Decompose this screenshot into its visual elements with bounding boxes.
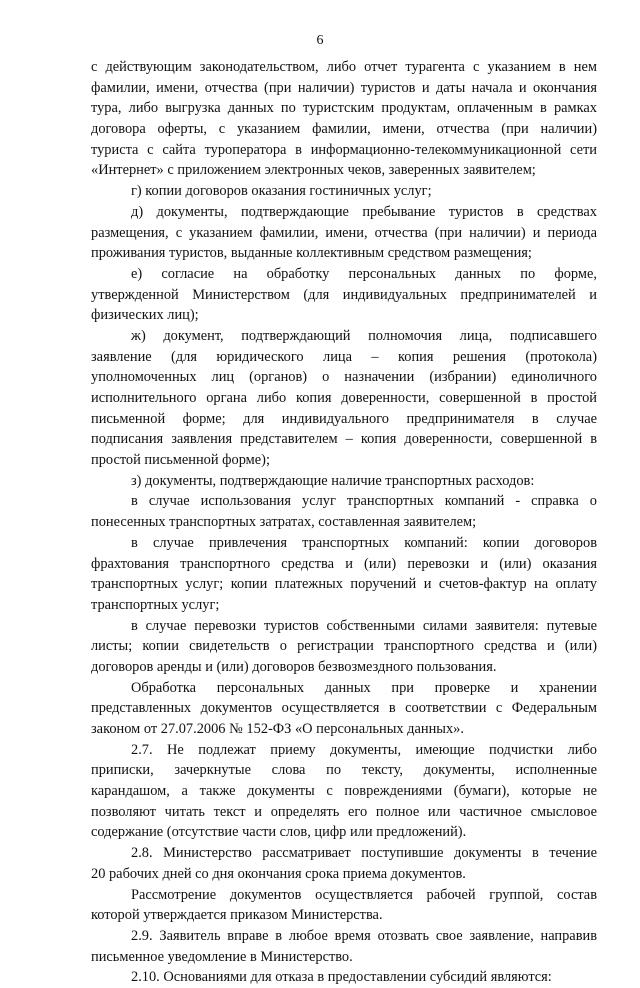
- text-line: з) документы, подтверждающие наличие транспортных расходов:: [131, 472, 535, 489]
- text-line: ж) документ, подтверждающий полномочия лица, подписавшего: [131, 327, 597, 344]
- text-line: в случае привлечения транспортных компаний: копии договоров: [131, 534, 597, 551]
- text-line: с действующим законодательством, либо отчет турагента с указанием в нем: [91, 59, 597, 75]
- text-line: уполномоченных лиц (органов) о назначении (избрании) единоличного: [91, 369, 597, 386]
- text-line: утвержденной Министерством (для индивидуальных предпринимателей и: [91, 286, 597, 303]
- text-line: карандашом, а также документы с повреждениями (бумаги), которые не: [91, 783, 597, 800]
- text-line: договора оферты, с указанием фамилии, имени, отчества (при наличии): [91, 121, 597, 138]
- text-line: г) копии договоров оказания гостиничных услуг;: [131, 183, 432, 200]
- text-line: 2.8. Министерство рассматривает поступившие документы в течение: [131, 845, 597, 862]
- text-line: туриста с сайта туроператора в информационно-телекоммуникационной сети: [91, 141, 597, 158]
- text-line: приписки, зачеркнутые слова по тексту, документы, исполненные: [91, 762, 597, 779]
- page-number: 6: [316, 33, 324, 48]
- text-line: физических лиц);: [91, 307, 199, 324]
- text-line: фрахтования транспортного средства и (или) перевозки и (или) оказания: [91, 555, 597, 572]
- text-line: «Интернет» с приложением электронных чеков, заверенных заявителем;: [91, 162, 536, 179]
- text-line: позволяют читать текст и определять его полное или частичное смысловое: [91, 803, 597, 820]
- document-body: [91, 57, 597, 988]
- text-line: подписания заявления представителем – копия доверенности, совершенной в: [91, 431, 597, 448]
- text-line: простой письменной форме);: [91, 452, 270, 469]
- text-line: транспортных услуг;: [91, 596, 220, 613]
- text-line: представленных документов осуществляется в соответствии с Федеральным: [91, 700, 597, 717]
- text-line: листы; копии свидетельств о регистрации транспортного средства и (или): [91, 638, 597, 655]
- text-line: которой утверждается приказом Министерства.: [91, 907, 383, 924]
- text-line: проживания туристов, выданные коллективным средством размещения;: [91, 245, 532, 262]
- text-line: 2.9. Заявитель вправе в любое время отозвать свое заявление, направив: [131, 927, 597, 944]
- text-line: Обработка персональных данных при проверке и хранении: [131, 679, 597, 696]
- text-line: д) документы, подтверждающие пребывание туристов в средствах: [131, 203, 597, 220]
- text-line: исполнительного органа либо копия доверенности, совершенной в простой: [91, 390, 597, 406]
- text-line: транспортных услуг; копии платежных поручений и счетов-фактур на оплату: [91, 576, 597, 593]
- text-line: Рассмотрение документов осуществляется рабочей группой, состав: [131, 886, 597, 903]
- text-line: содержание (отсутствие части слов, цифр или предложений).: [91, 824, 467, 841]
- text-line: договоров аренды и (или) договоров безвозмездного пользования.: [91, 658, 497, 675]
- text-line: фамилии, имени, отчества (при наличии) туристов и даты начала и окончания: [91, 79, 597, 96]
- text-line: в случае использования услуг транспортных компаний - справка о: [131, 493, 597, 510]
- text-line: в случае перевозки туристов собственными силами заявителя: путевые: [131, 617, 597, 634]
- text-line: письменное уведомление в Министерство.: [91, 948, 353, 965]
- text-line: 2.10. Основаниями для отказа в предоставлении субсидий являются:: [131, 969, 552, 986]
- text-line: тура, либо выгрузка данных по туристским продуктам, оплаченным в рамках: [91, 100, 597, 117]
- text-line: понесенных транспортных затратах, составленная заявителем;: [91, 514, 477, 531]
- text-line: размещения, с указанием фамилии, имени, отчества (при наличии) и периода: [91, 224, 597, 241]
- text-line: 20 рабочих дней со дня окончания срока приема документов.: [91, 865, 466, 882]
- text-line: письменной форме; для индивидуального предпринимателя в случае: [91, 410, 597, 427]
- text-line: 2.7. Не подлежат приему документы, имеющие подчистки либо: [131, 741, 597, 758]
- text-line: заявление (для юридического лица – копия решения (протокола): [91, 348, 597, 365]
- text-line: законом от 27.07.2006 № 152-ФЗ «О персональных данных».: [91, 721, 464, 737]
- text-line: е) согласие на обработку персональных данных по форме,: [131, 265, 597, 282]
